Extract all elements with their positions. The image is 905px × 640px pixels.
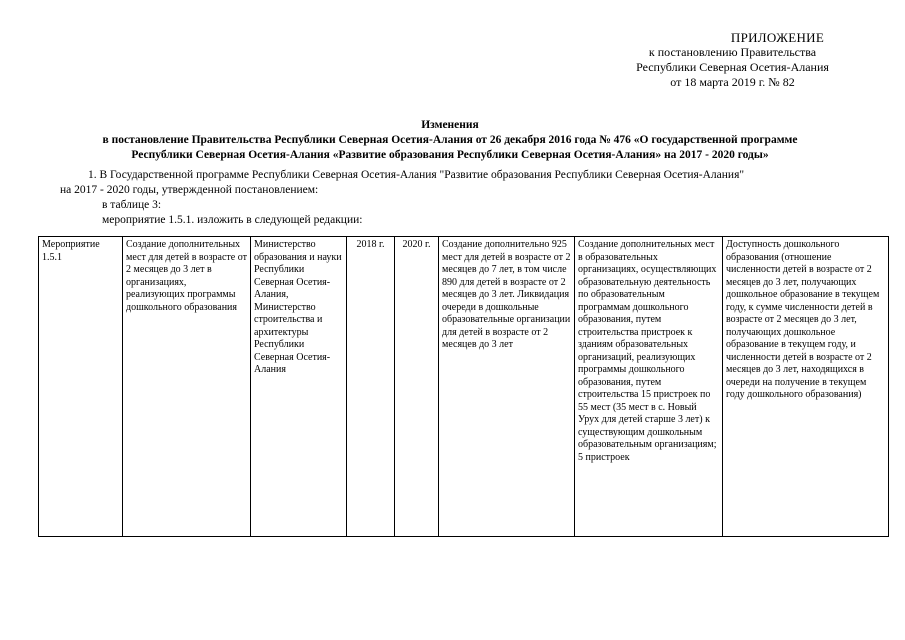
cell-start-year: 2018 г. [347, 237, 395, 537]
title-line-2: Республики Северная Осетия-Алания «Развитие образования Республики Северная Осетия-Алания» на 2017 - 2020 годы» [131, 149, 769, 161]
paragraph-1-line-2: на 2017 - 2020 годы, утвержденной постановлением: [60, 184, 319, 196]
cell-indicator: Доступность дошкольного образования (отношение численности детей в возрасте от 2 месяцев до 3 лет, получающих дошкольное образование в текущем году, к сумме численности детей в возрасте от 2 месяцев до 3 лет, получающих дошкольное образование в текущем году, и численности детей в возрасте от 2 месяцев до 3 лет, находящихся в очереди на получение в текущем году дошкольного образования) [723, 237, 889, 537]
cell-responsible: Министерство образования и науки Республики Северная Осетия-Алания, Министерство строительства и архитектуры Республики Северная Осетия-Алания [251, 237, 347, 537]
table-row [39, 237, 889, 537]
cell-expected-result: Создание дополнительно 925 мест для детей в возрасте от 2 месяцев до 7 лет, в том числе 890 для детей в возрасте от 2 месяцев до 3 лет. Ликвидация очереди в дошкольные образовательные организации для детей в возрасте от 2 месяцев до 3 лет [439, 237, 575, 537]
title-heading: Изменения [421, 119, 479, 131]
cell-description: Создание дополнительных мест в образовательных организациях, осуществляющих образовательную деятельность по образовательным программам дошкольного образования, путем строительства пристроек к зданиям образовательных организаций, реализующих программы дошкольного образования, путем строительства 15 пристроек по 55 мест (35 мест в с. Новый Урух для детей старше 3 лет) к существующим дошкольным образовательным организациям; 5 пристроек [575, 237, 723, 537]
document-title [20, 118, 880, 163]
appendix-heading: ПРИЛОЖЕНИЕ [730, 30, 825, 45]
measures-table [38, 236, 889, 537]
cell-measure-id: Мероприятие 1.5.1 [39, 237, 123, 537]
paragraph-2: в таблице 3: [102, 199, 162, 211]
title-line-1: в постановление Правительства Республики Северная Осетия-Алания от 26 декабря 2016 года № 476 «О государственной программе [102, 134, 798, 146]
appendix-line-3: от 18 марта 2019 г. № 82 [670, 75, 795, 89]
appendix-line-2: Республики Северная Осетия-Алания [636, 60, 829, 74]
cell-measure-name: Создание дополнительных мест для детей в возрасте от 2 месяцев до 3 лет в организациях, реализующих программы дошкольного образования [123, 237, 251, 537]
cell-end-year: 2020 г. [395, 237, 439, 537]
appendix-line-1: к постановлению Правительства [648, 45, 817, 59]
paragraph-1-line-1: 1. В Государственной программе Республики Северная Осетия-Алания "Развитие образования Республики Северная Осетия-Алания" [88, 169, 745, 181]
paragraph-3: мероприятие 1.5.1. изложить в следующей редакции: [102, 214, 363, 226]
appendix-header [560, 30, 905, 90]
